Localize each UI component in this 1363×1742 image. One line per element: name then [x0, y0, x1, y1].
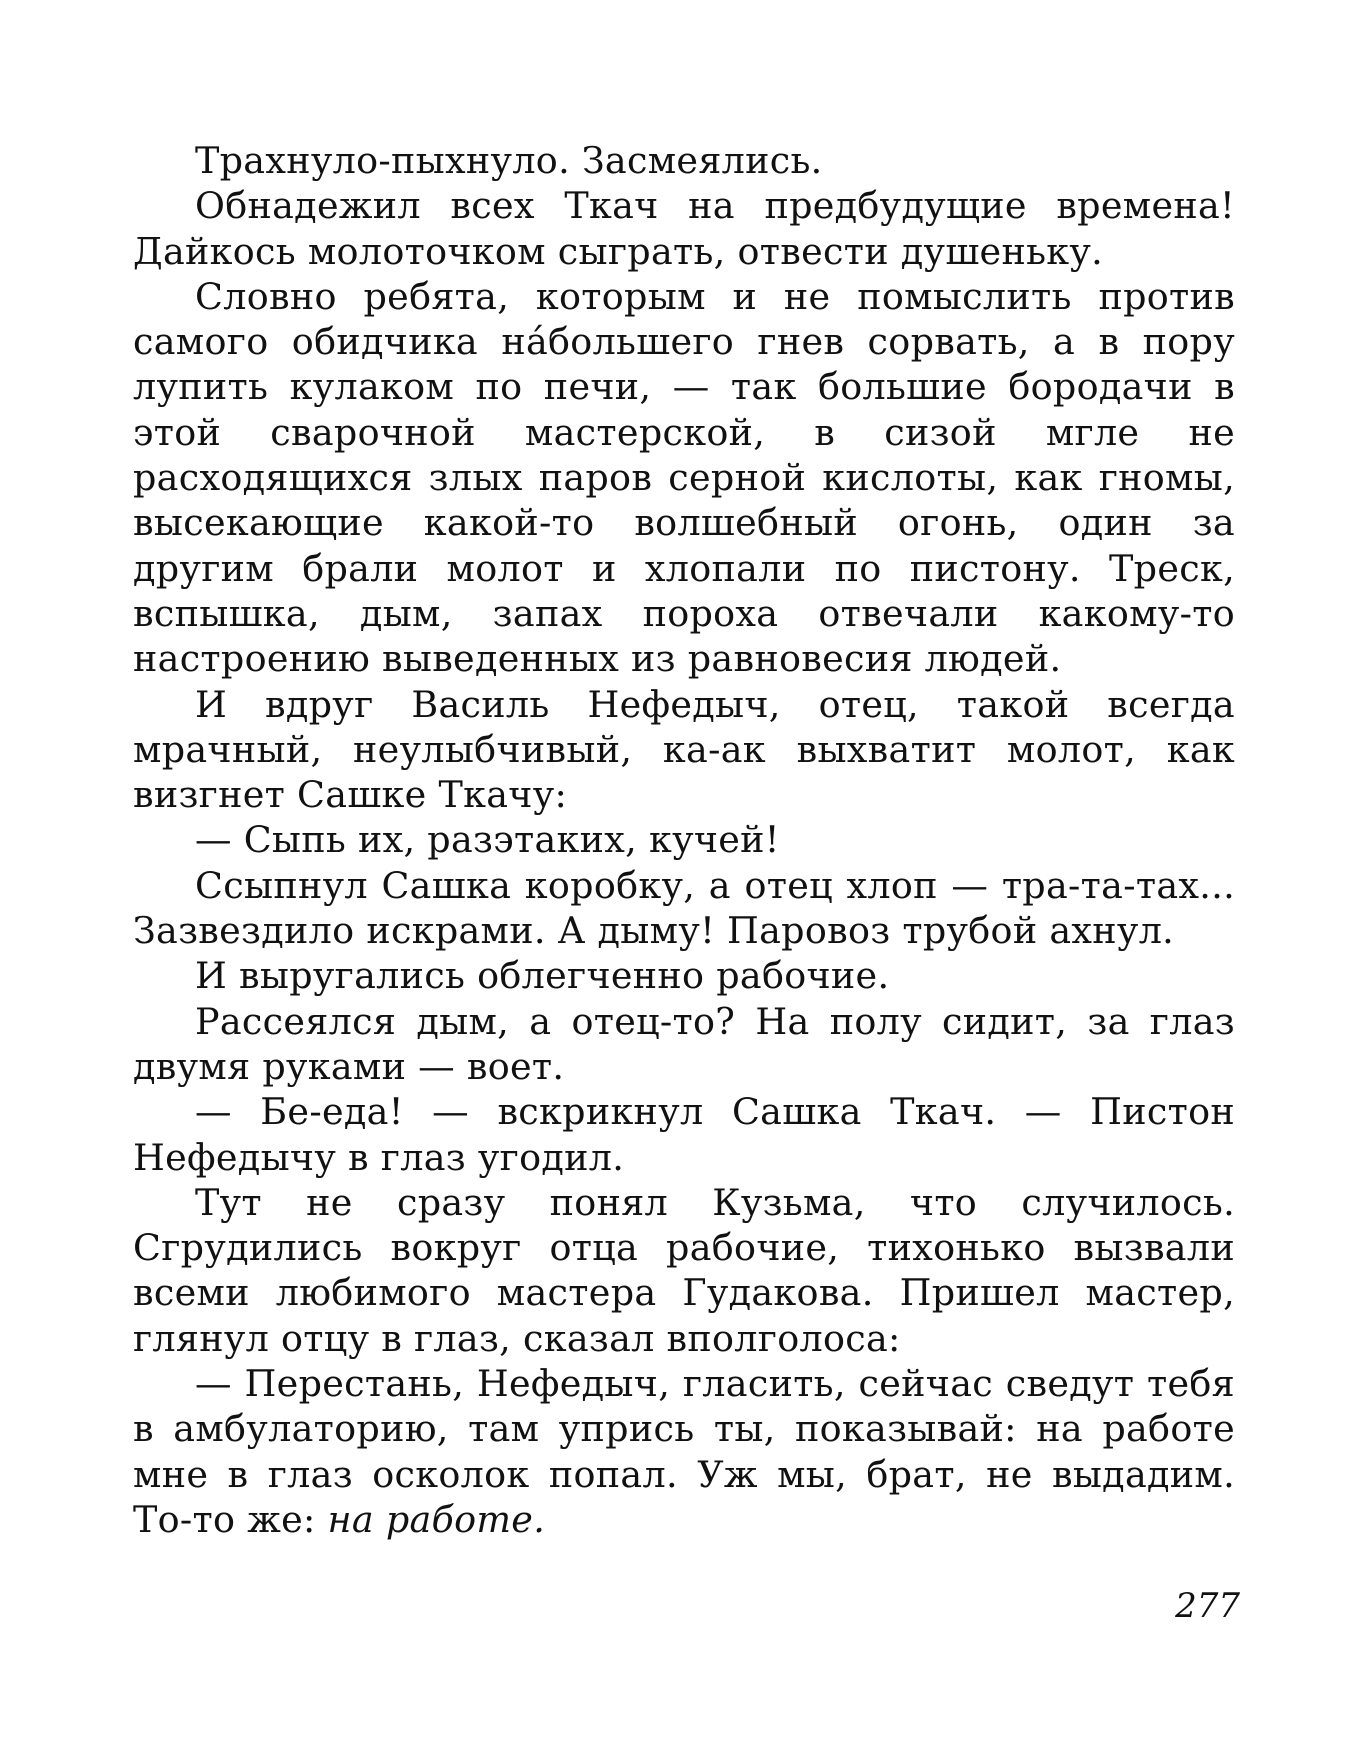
- paragraph-6: Ссыпнул Сашка коробку, а отец хлоп — тра-та-тах... Зазвездило искрами. А дыму! Паровоз трубой ахнул.: [133, 863, 1235, 953]
- paragraph-10: Тут не сразу понял Кузьма, что случилось. Сгрудились вокруг отца рабочие, тихонько вызвали всеми любимого мастера Гудакова. Пришел мастер, глянул отцу в глаз, сказал вполголоса:: [133, 1180, 1235, 1360]
- paragraph-11-text: — Перестань, Нефедыч, гласить, сейчас сведут тебя в амбулаторию, там упрись ты, показывай: на работе мне в глаз осколок попал. Уж мы, брат, не выдадим. То-то же:: [133, 1362, 1235, 1541]
- paragraph-3: Словно ребята, которым и не помыслить против самого обидчика на́большего гнев сорвать, а в пору лупить кулаком по печи, — так большие бородачи в этой сварочной мастерской, в сизой мгле не расходящихся злых паров серной кислоты, как гномы, высекающие какой-то волшебный огонь, один за другим брали молот и хлопали по пистону. Треск, вспышка, дым, запах пороха отвечали какому-то настроению выведенных из равновесия людей.: [133, 274, 1235, 681]
- paragraph-5: — Сыпь их, разэтаких, кучей!: [195, 818, 780, 862]
- paragraph-11: [133, 1361, 1235, 1542]
- body-text: [133, 138, 1235, 1542]
- page-number: 277: [1175, 1586, 1240, 1626]
- paragraph-4: И вдруг Василь Нефедыч, отец, такой всегда мрачный, неулыбчивый, ка-ак выхватит молот, как визгнет Сашке Ткачу:: [133, 682, 1235, 817]
- paragraph-2: Обнадежил всех Ткач на предбудущие времена! Дайкось молоточком сыграть, отвести душеньку.: [133, 184, 1235, 273]
- paragraph-8: Рассеялся дым, а отец-то? На полу сидит, за глаз двумя руками — воет.: [133, 999, 1235, 1088]
- paragraph-1: Трахнуло-пыхнуло. Засмеялись.: [195, 139, 823, 182]
- paragraph-11-italic: на работе.: [327, 1497, 546, 1541]
- paragraph-9: — Бе-еда! — вскрикнул Сашка Ткач. — Пистон Нефедычу в глаз угодил.: [133, 1090, 1235, 1179]
- paragraph-7: И выругались облегченно рабочие.: [195, 954, 890, 998]
